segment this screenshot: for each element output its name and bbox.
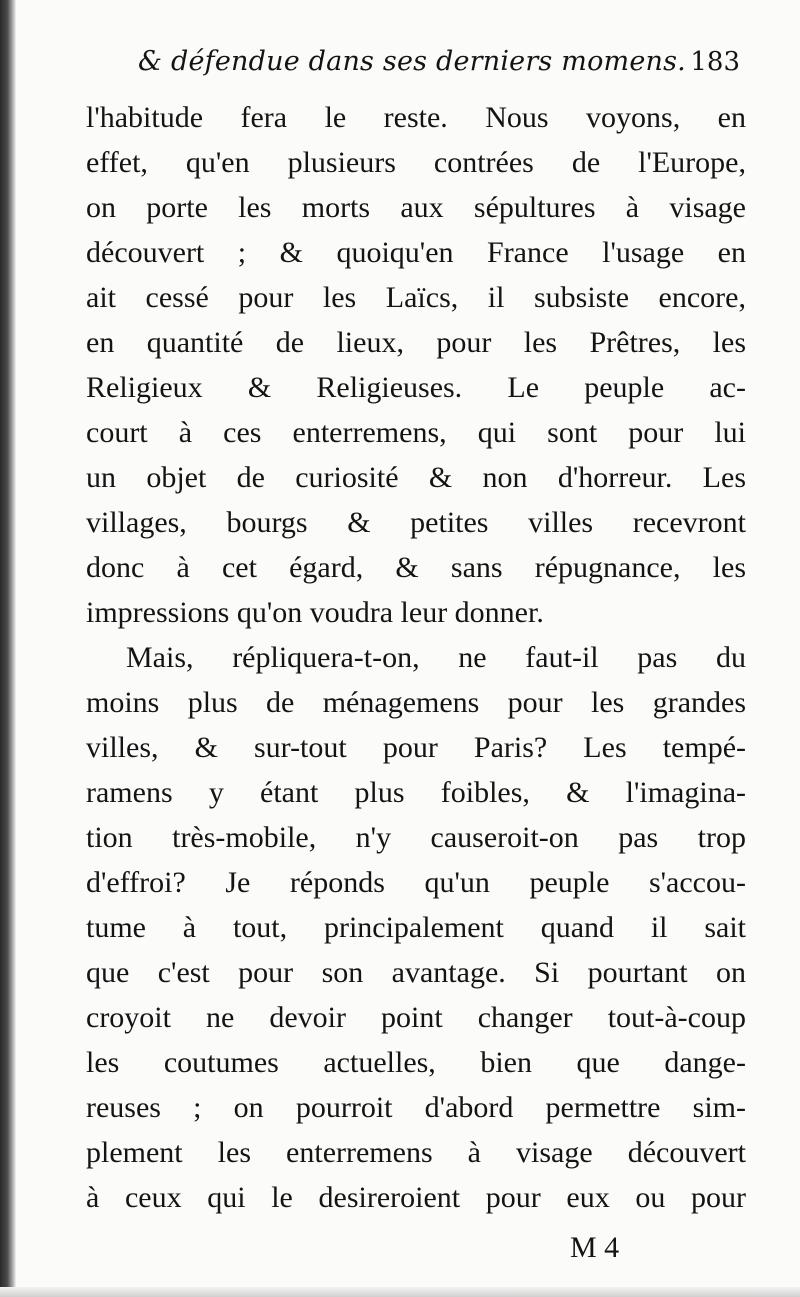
text-line: ait cessé pour les Laïcs, il subsiste encore, (86, 281, 746, 314)
text-line: découvert ; & quoiqu'en France l'usage en (86, 236, 746, 269)
text-line: Religieux & Religieuses. Le peuple ac- (86, 371, 746, 404)
page-binding-shadow (0, 0, 16, 1297)
text-line: ramens y étant plus foibles, & l'imagina- (86, 776, 746, 809)
text-line: d'effroi? Je réponds qu'un peuple s'accou- (86, 866, 746, 899)
text-line: villages, bourgs & petites villes recevront (86, 506, 746, 539)
text-line: à ceux qui le desireroient pour eux ou pour (86, 1181, 746, 1214)
text-line: moins plus de ménagemens pour les grandes (86, 686, 746, 719)
running-head-title: & défendue dans ses derniers momens. (138, 46, 686, 77)
page-bottom-shadow (0, 1287, 800, 1297)
running-head (86, 40, 746, 84)
text-line: un objet de curiosité & non d'horreur. Les (86, 461, 746, 494)
text-line: plement les enterremens à visage découvert (86, 1136, 746, 1169)
body-text (86, 95, 746, 1220)
text-line: donc à cet égard, & sans répugnance, les (86, 551, 746, 584)
signature-mark: M 4 (570, 1231, 620, 1264)
page-number: 183 (690, 47, 740, 77)
text-line: villes, & sur-tout pour Paris? Les tempé- (86, 731, 746, 764)
text-line: les coutumes actuelles, bien que dange- (86, 1046, 746, 1079)
text-line: court à ces enterremens, qui sont pour lui (86, 416, 746, 449)
text-line: l'habitude fera le reste. Nous voyons, en (86, 101, 746, 134)
text-line: tume à tout, principalement quand il sait (86, 911, 746, 944)
text-line: effet, qu'en plusieurs contrées de l'Europe, (86, 146, 746, 179)
text-line: reuses ; on pourroit d'abord permettre sim- (86, 1091, 746, 1124)
text-line: en quantité de lieux, pour les Prêtres, les (86, 326, 746, 359)
text-line: croyoit ne devoir point changer tout-à-coup (86, 1001, 746, 1034)
text-line: tion très-mobile, n'y causeroit-on pas trop (86, 821, 746, 854)
paragraph-start-line: Mais, répliquera-t-on, ne faut-il pas du (126, 641, 746, 674)
text-line: que c'est pour son avantage. Si pourtant on (86, 956, 746, 989)
text-line: on porte les morts aux sépultures à visage (86, 191, 746, 224)
paragraph-end-line: impressions qu'on voudra leur donner. (86, 596, 544, 629)
